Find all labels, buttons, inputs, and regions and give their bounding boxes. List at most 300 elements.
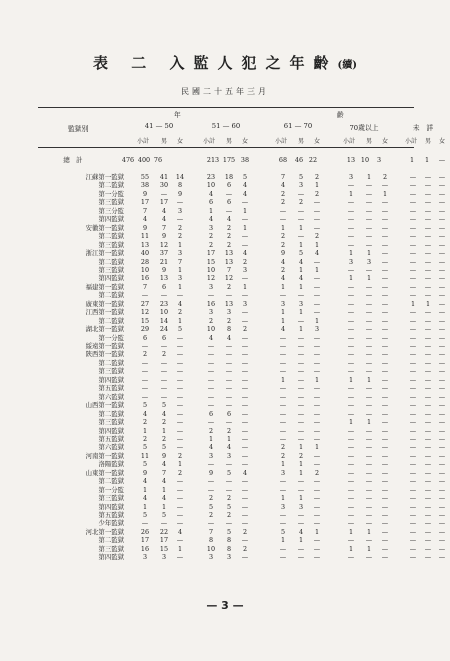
table-cell: — xyxy=(381,545,389,553)
age-group-header: 70歲以上 xyxy=(349,124,379,132)
table-cell: — xyxy=(381,359,389,367)
table-cell: — xyxy=(438,359,446,367)
table-cell: — xyxy=(313,283,321,291)
table-cell: — xyxy=(438,435,446,443)
table-cell: — xyxy=(313,384,321,392)
table-cell: — xyxy=(313,215,321,223)
table-cell: 1 xyxy=(298,460,304,468)
prison-name: 第一分監 xyxy=(98,486,124,494)
table-cell: 2 xyxy=(280,452,286,460)
table-cell: — xyxy=(241,317,249,325)
table-cell: — xyxy=(313,503,321,511)
table-cell: 2 xyxy=(242,325,248,333)
table-cell: — xyxy=(438,241,446,249)
table-cell: — xyxy=(409,410,417,418)
table-cell: 1 xyxy=(298,536,304,544)
table-cell: — xyxy=(176,401,184,409)
table-cell: 2 xyxy=(208,427,214,435)
prison-name: 江蘇第一監獄 xyxy=(85,173,124,181)
table-cell: — xyxy=(409,190,417,198)
table-cell: 17 xyxy=(140,536,150,544)
table-cell: — xyxy=(297,317,305,325)
table-cell: — xyxy=(207,460,215,468)
table-cell: 3 xyxy=(226,553,232,561)
table-cell: — xyxy=(176,384,184,392)
prison-name: 第四監獄 xyxy=(98,553,124,561)
table-cell: — xyxy=(381,317,389,325)
table-cell: 2 xyxy=(208,511,214,519)
table-cell: — xyxy=(279,553,287,561)
table-cell: — xyxy=(381,410,389,418)
table-cell: 8 xyxy=(226,545,232,553)
table-cell: — xyxy=(365,443,373,451)
prison-name: 浙江第一監獄 xyxy=(85,249,124,257)
table-cell: — xyxy=(365,410,373,418)
table-cell: 3 xyxy=(208,553,214,561)
table-cell: — xyxy=(409,376,417,384)
table-cell: — xyxy=(279,519,287,527)
table-cell: 3 xyxy=(348,173,354,181)
table-cell: 5 xyxy=(298,173,304,181)
table-cell: 1 xyxy=(280,460,286,468)
table-cell: — xyxy=(313,545,321,553)
table-cell: — xyxy=(424,393,432,401)
table-cell: — xyxy=(438,156,446,164)
prison-name: 第二監獄 xyxy=(98,181,124,189)
table-cell: 37 xyxy=(159,249,169,257)
table-cell: 9 xyxy=(161,232,167,240)
table-cell: — xyxy=(141,291,149,299)
table-cell: 2 xyxy=(298,198,304,206)
table-cell: 1 xyxy=(280,308,286,316)
table-cell: 3 xyxy=(298,503,304,511)
table-cell: 13 xyxy=(224,300,234,308)
table-cell: 213 xyxy=(206,156,220,164)
table-cell: — xyxy=(365,494,373,502)
table-cell: — xyxy=(365,190,373,198)
table-cell: — xyxy=(424,384,432,392)
table-cell: 6 xyxy=(161,283,167,291)
prison-name: 洛陽監獄 xyxy=(98,460,124,468)
table-cell: 4 xyxy=(142,215,148,223)
table-cell: 1 xyxy=(314,181,320,189)
table-cell: — xyxy=(409,486,417,494)
table-cell: 2 xyxy=(177,452,183,460)
table-cell: 1 xyxy=(280,224,286,232)
table-cell: — xyxy=(347,511,355,519)
table-cell: 2 xyxy=(382,173,388,181)
table-cell: — xyxy=(365,519,373,527)
table-cell: — xyxy=(313,418,321,426)
table-cell: — xyxy=(409,207,417,215)
table-cell: — xyxy=(313,350,321,358)
table-cell: — xyxy=(297,410,305,418)
table-cell: — xyxy=(424,494,432,502)
table-cell: — xyxy=(297,350,305,358)
prison-name: 第三監獄 xyxy=(98,241,124,249)
table-cell: — xyxy=(176,359,184,367)
table-cell: — xyxy=(347,224,355,232)
table-cell: — xyxy=(438,249,446,257)
table-cell: — xyxy=(279,410,287,418)
table-cell: — xyxy=(424,376,432,384)
table-cell: 13 xyxy=(224,249,234,257)
table-cell: — xyxy=(279,427,287,435)
table-cell: — xyxy=(347,443,355,451)
table-cell: 24 xyxy=(159,325,169,333)
table-cell: — xyxy=(207,367,215,375)
table-cell: 10 xyxy=(206,266,216,274)
table-cell: — xyxy=(297,519,305,527)
table-cell: — xyxy=(409,367,417,375)
table-cell: — xyxy=(365,393,373,401)
table-cell: 5 xyxy=(242,173,248,181)
table-cell: — xyxy=(279,477,287,485)
table-cell: — xyxy=(424,511,432,519)
table-cell: 12 xyxy=(159,241,169,249)
table-cell: — xyxy=(313,452,321,460)
table-cell: — xyxy=(365,317,373,325)
table-cell: 14 xyxy=(175,173,185,181)
table-cell: — xyxy=(141,393,149,401)
table-cell: — xyxy=(409,198,417,206)
table-cell: 1 xyxy=(142,503,148,511)
table-cell: — xyxy=(424,359,432,367)
table-cell: 38 xyxy=(140,181,150,189)
table-cell: 4 xyxy=(226,334,232,342)
table-cell: 9 xyxy=(161,452,167,460)
table-cell: 3 xyxy=(208,452,214,460)
table-cell: — xyxy=(409,528,417,536)
table-cell: 1 xyxy=(298,494,304,502)
table-cell: — xyxy=(279,334,287,342)
table-cell: — xyxy=(409,384,417,392)
table-cell: — xyxy=(241,334,249,342)
sub-column-header: 女 xyxy=(314,138,321,145)
table-cell: 1 xyxy=(348,249,354,257)
table-cell: 1 xyxy=(314,317,320,325)
table-cell: — xyxy=(279,418,287,426)
table-cell: 2 xyxy=(280,190,286,198)
table-cell: 2 xyxy=(161,350,167,358)
table-cell: 8 xyxy=(208,536,214,544)
table-cell: — xyxy=(438,181,446,189)
sub-column-header: 小計 xyxy=(203,138,216,145)
table-cell: 13 xyxy=(224,258,234,266)
table-cell: 1 xyxy=(348,545,354,553)
table-cell: 2 xyxy=(280,241,286,249)
prison-name: 第二監獄 xyxy=(98,317,124,325)
table-cell: — xyxy=(381,443,389,451)
table-cell: 2 xyxy=(314,190,320,198)
table-cell: — xyxy=(438,511,446,519)
table-cell: 6 xyxy=(208,410,214,418)
table-cell: — xyxy=(225,418,233,426)
table-cell: 4 xyxy=(242,249,248,257)
table-cell: — xyxy=(381,232,389,240)
table-cell: 4 xyxy=(298,528,304,536)
table-cell: 15 xyxy=(206,258,216,266)
table-cell: 1 xyxy=(142,486,148,494)
table-cell: — xyxy=(381,350,389,358)
table-cell: 4 xyxy=(161,477,167,485)
table-cell: — xyxy=(141,342,149,350)
table-cell: — xyxy=(176,427,184,435)
table-cell: 1 xyxy=(208,435,214,443)
table-cell: — xyxy=(424,350,432,358)
table-cell: — xyxy=(279,384,287,392)
table-cell: — xyxy=(279,359,287,367)
table-cell: 3 xyxy=(177,274,183,282)
table-cell: 4 xyxy=(226,443,232,451)
table-cell: — xyxy=(424,190,432,198)
table-cell: — xyxy=(176,477,184,485)
table-cell: — xyxy=(365,367,373,375)
table-cell: 3 xyxy=(177,249,183,257)
table-cell: — xyxy=(313,410,321,418)
table-cell: 23 xyxy=(206,173,216,181)
table-cell: — xyxy=(241,435,249,443)
table-cell: 4 xyxy=(208,443,214,451)
prison-name: 第三監獄 xyxy=(98,494,124,502)
table-cell: 5 xyxy=(280,528,286,536)
table-cell: — xyxy=(409,477,417,485)
table-cell: 6 xyxy=(161,334,167,342)
prison-name: 福建第一監獄 xyxy=(85,283,124,291)
table-cell: — xyxy=(438,469,446,477)
table-cell: 4 xyxy=(142,477,148,485)
table-cell: 2 xyxy=(226,283,232,291)
table-cell: — xyxy=(381,325,389,333)
table-cell: — xyxy=(313,511,321,519)
table-cell: 1 xyxy=(314,443,320,451)
table-cell: — xyxy=(347,553,355,561)
table-cell: — xyxy=(409,215,417,223)
table-cell: 8 xyxy=(226,325,232,333)
sub-column-header: 女 xyxy=(177,138,184,145)
table-cell: 15 xyxy=(140,317,150,325)
table-cell: — xyxy=(409,173,417,181)
prison-name: 第四監獄 xyxy=(98,376,124,384)
table-cell: — xyxy=(297,190,305,198)
table-cell: — xyxy=(141,376,149,384)
table-cell: 1 xyxy=(177,317,183,325)
table-cell: — xyxy=(381,249,389,257)
table-cell: 4 xyxy=(161,410,167,418)
table-cell: 2 xyxy=(226,317,232,325)
table-cell: — xyxy=(365,460,373,468)
table-cell: — xyxy=(347,460,355,468)
table-cell: — xyxy=(424,198,432,206)
table-cell: 1 xyxy=(161,427,167,435)
table-cell: — xyxy=(381,274,389,282)
table-cell: — xyxy=(241,384,249,392)
table-cell: — xyxy=(241,393,249,401)
table-cell: — xyxy=(424,486,432,494)
table-cell: — xyxy=(347,266,355,274)
table-cell: — xyxy=(225,359,233,367)
table-cell: 2 xyxy=(161,418,167,426)
table-cell: — xyxy=(438,545,446,553)
table-cell: — xyxy=(438,528,446,536)
table-cell: — xyxy=(241,291,249,299)
table-cell: — xyxy=(297,291,305,299)
table-cell: 1 xyxy=(366,528,372,536)
table-cell: — xyxy=(313,300,321,308)
table-cell: 2 xyxy=(314,232,320,240)
table-cell: 3 xyxy=(142,553,148,561)
table-cell: 2 xyxy=(242,258,248,266)
table-cell: — xyxy=(409,308,417,316)
table-cell: — xyxy=(438,536,446,544)
table-cell: — xyxy=(297,486,305,494)
table-cell: — xyxy=(225,367,233,375)
table-cell: — xyxy=(381,283,389,291)
table-cell: 6 xyxy=(226,410,232,418)
table-cell: 1 xyxy=(280,494,286,502)
table-cell: — xyxy=(381,427,389,435)
table-cell: — xyxy=(381,494,389,502)
table-cell: 1 xyxy=(298,283,304,291)
table-cell: 2 xyxy=(177,224,183,232)
table-cell: 3 xyxy=(376,156,382,164)
table-cell: — xyxy=(347,317,355,325)
table-cell: — xyxy=(381,486,389,494)
table-cell: 1 xyxy=(242,224,248,232)
table-cell: — xyxy=(365,308,373,316)
table-cell: 18 xyxy=(224,173,234,181)
table-cell: — xyxy=(409,359,417,367)
prison-name: 第三監獄 xyxy=(98,198,124,206)
prison-name: 廣東第一監獄 xyxy=(85,300,124,308)
table-cell: — xyxy=(279,511,287,519)
table-cell: 1 xyxy=(242,207,248,215)
table-cell: — xyxy=(241,452,249,460)
prison-name: 第四監獄 xyxy=(98,427,124,435)
table-cell: — xyxy=(279,401,287,409)
table-cell: — xyxy=(409,519,417,527)
table-cell: 1 xyxy=(177,266,183,274)
table-cell: — xyxy=(313,342,321,350)
prison-name: 第二監獄 xyxy=(98,232,124,240)
table-cell: 1 xyxy=(348,190,354,198)
table-cell: — xyxy=(381,342,389,350)
table-cell: 7 xyxy=(161,469,167,477)
table-cell: — xyxy=(241,477,249,485)
table-cell: 2 xyxy=(226,494,232,502)
table-cell: — xyxy=(279,393,287,401)
table-cell: — xyxy=(365,536,373,544)
table-cell: — xyxy=(176,367,184,375)
prison-name: 第二監獄 xyxy=(98,536,124,544)
table-cell: — xyxy=(409,452,417,460)
table-cell: — xyxy=(409,224,417,232)
table-cell: — xyxy=(438,334,446,342)
table-cell: — xyxy=(176,393,184,401)
table-cell: 5 xyxy=(142,511,148,519)
table-cell: — xyxy=(438,486,446,494)
table-cell: — xyxy=(381,460,389,468)
table-cell: — xyxy=(347,469,355,477)
table-cell: 3 xyxy=(298,300,304,308)
table-cell: — xyxy=(424,291,432,299)
table-cell: — xyxy=(347,342,355,350)
table-cell: 7 xyxy=(280,173,286,181)
table-cell: 2 xyxy=(161,435,167,443)
table-cell: — xyxy=(313,258,321,266)
table-cell: — xyxy=(279,350,287,358)
table-cell: — xyxy=(381,393,389,401)
table-cell: — xyxy=(365,215,373,223)
table-cell: 28 xyxy=(140,258,150,266)
table-cell: — xyxy=(297,393,305,401)
table-cell: — xyxy=(381,258,389,266)
table-cell: — xyxy=(241,418,249,426)
table-cell: — xyxy=(241,241,249,249)
table-cell: 5 xyxy=(161,443,167,451)
table-cell: — xyxy=(438,401,446,409)
table-cell: — xyxy=(347,401,355,409)
table-cell: 22 xyxy=(308,156,318,164)
table-cell: — xyxy=(225,190,233,198)
table-cell: — xyxy=(297,427,305,435)
table-cell: — xyxy=(347,452,355,460)
table-cell: — xyxy=(424,173,432,181)
table-cell: — xyxy=(241,519,249,527)
table-cell: 4 xyxy=(161,494,167,502)
table-cell: — xyxy=(365,427,373,435)
table-cell: 16 xyxy=(206,300,216,308)
table-cell: 400 xyxy=(137,156,151,164)
table-cell: — xyxy=(409,334,417,342)
table-cell: 1 xyxy=(177,241,183,249)
table-cell: — xyxy=(207,291,215,299)
table-cell: — xyxy=(141,367,149,375)
table-cell: 2 xyxy=(226,241,232,249)
table-cell: — xyxy=(424,553,432,561)
table-cell: — xyxy=(424,181,432,189)
prison-name: 第四監獄 xyxy=(98,215,124,223)
table-cell: — xyxy=(424,469,432,477)
table-cell: — xyxy=(424,342,432,350)
table-cell: — xyxy=(207,486,215,494)
table-cell: 1 xyxy=(161,503,167,511)
table-cell: — xyxy=(424,545,432,553)
table-cell: 11 xyxy=(140,232,150,240)
table-cell: — xyxy=(365,334,373,342)
table-cell: 12 xyxy=(140,308,150,316)
table-cell: — xyxy=(365,300,373,308)
table-cell: — xyxy=(160,359,168,367)
table-cell: — xyxy=(241,427,249,435)
table-cell: — xyxy=(424,367,432,375)
sub-column-header: 小計 xyxy=(275,138,288,145)
table-cell: 6 xyxy=(208,198,214,206)
table-cell: — xyxy=(438,427,446,435)
table-cell: — xyxy=(409,291,417,299)
table-cell: 1 xyxy=(280,283,286,291)
table-cell: — xyxy=(313,427,321,435)
table-cell: 175 xyxy=(222,156,236,164)
table-cell: — xyxy=(225,384,233,392)
table-cell: 5 xyxy=(142,401,148,409)
table-cell: — xyxy=(424,401,432,409)
table-cell: 4 xyxy=(280,181,286,189)
table-cell: — xyxy=(424,207,432,215)
table-cell: — xyxy=(347,300,355,308)
prison-name: 少年監獄 xyxy=(98,519,124,527)
sub-column-header: 小計 xyxy=(137,138,150,145)
